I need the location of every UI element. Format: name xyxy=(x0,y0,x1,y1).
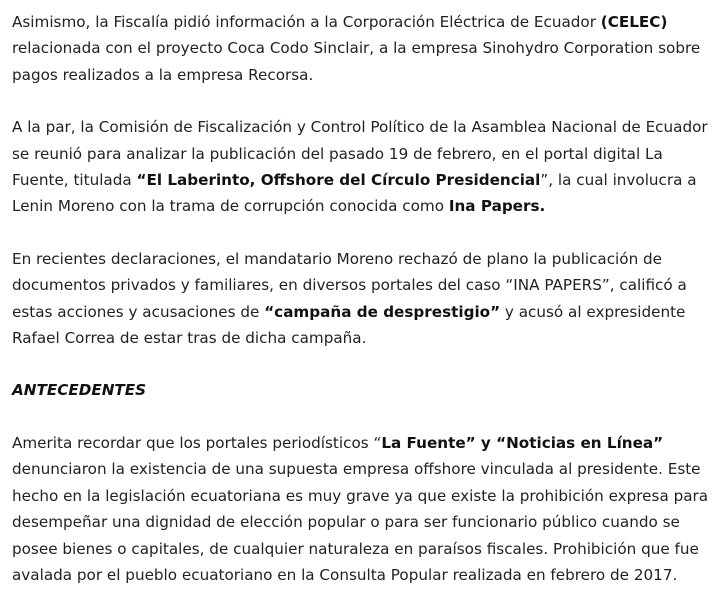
text-segment: relacionada con el proyecto Coca Codo Sinclair, a la empresa Sinohydro Corporation sobre pagos realizados a la empresa Recorsa. xyxy=(12,39,701,84)
section-heading: ANTECEDENTES xyxy=(12,381,147,400)
text-segment: y acusó al expresidente Rafael Correa de estar tras de dicha campaña. xyxy=(12,302,686,348)
text-segment: denunciaron la existencia de una supuesta empresa offshore vinculada al presidente. Este hecho en la legislación ecuatoriana es muy grave ya que existe la prohibición expresa para desempeñar una dignidad de elección popular o para ser funcionario público cuando se posee bienes o capitales, de cualquier naturaleza en paraísos fiscales. Prohibición que fue avalada por el pueblo ecuatoriano en la Consulta Popular realizada en febrero de 2017. xyxy=(12,460,709,584)
text-segment: Amerita recordar que los portales periodísticos “ xyxy=(12,433,382,452)
text-segment: ”, la cual involucra a Lenin Moreno con la trama de corrupción conocida como xyxy=(12,171,697,216)
article-body xyxy=(12,9,716,588)
paragraph-antecedentes xyxy=(12,430,716,588)
text-segment: Asimismo, la Fiscalía pidió información a la Corporación Eléctrica de Ecuador xyxy=(12,13,601,31)
text-segment: A la par, la Comisión de Fiscalización y Control Político de la Asamblea Nacional de Ecuador se reunió para analizar la publicación del pasado 19 de febrero, en el portal digital La Fuente, titulada xyxy=(12,118,708,190)
bold-celec: (CELEC) xyxy=(600,13,668,31)
bold-title-laberinto: “El Laberinto, Offshore del Círculo Presidencial xyxy=(136,171,541,190)
paragraph-declaraciones xyxy=(12,246,716,352)
bold-ina-papers: Ina Papers. xyxy=(448,197,546,216)
text-segment: En recientes declaraciones, el mandatario Moreno rechazó de plano la publicación de documentos privados y familiares, en diversos portales del caso “INA PAPERS”, calificó a estas acciones y acusaciones de xyxy=(12,249,687,321)
paragraph-celec xyxy=(12,9,716,88)
paragraph-comision xyxy=(12,114,716,220)
bold-portales: La Fuente” y “Noticias en Línea” xyxy=(381,433,664,452)
bold-campana: “campaña de desprestigio” xyxy=(264,302,501,321)
